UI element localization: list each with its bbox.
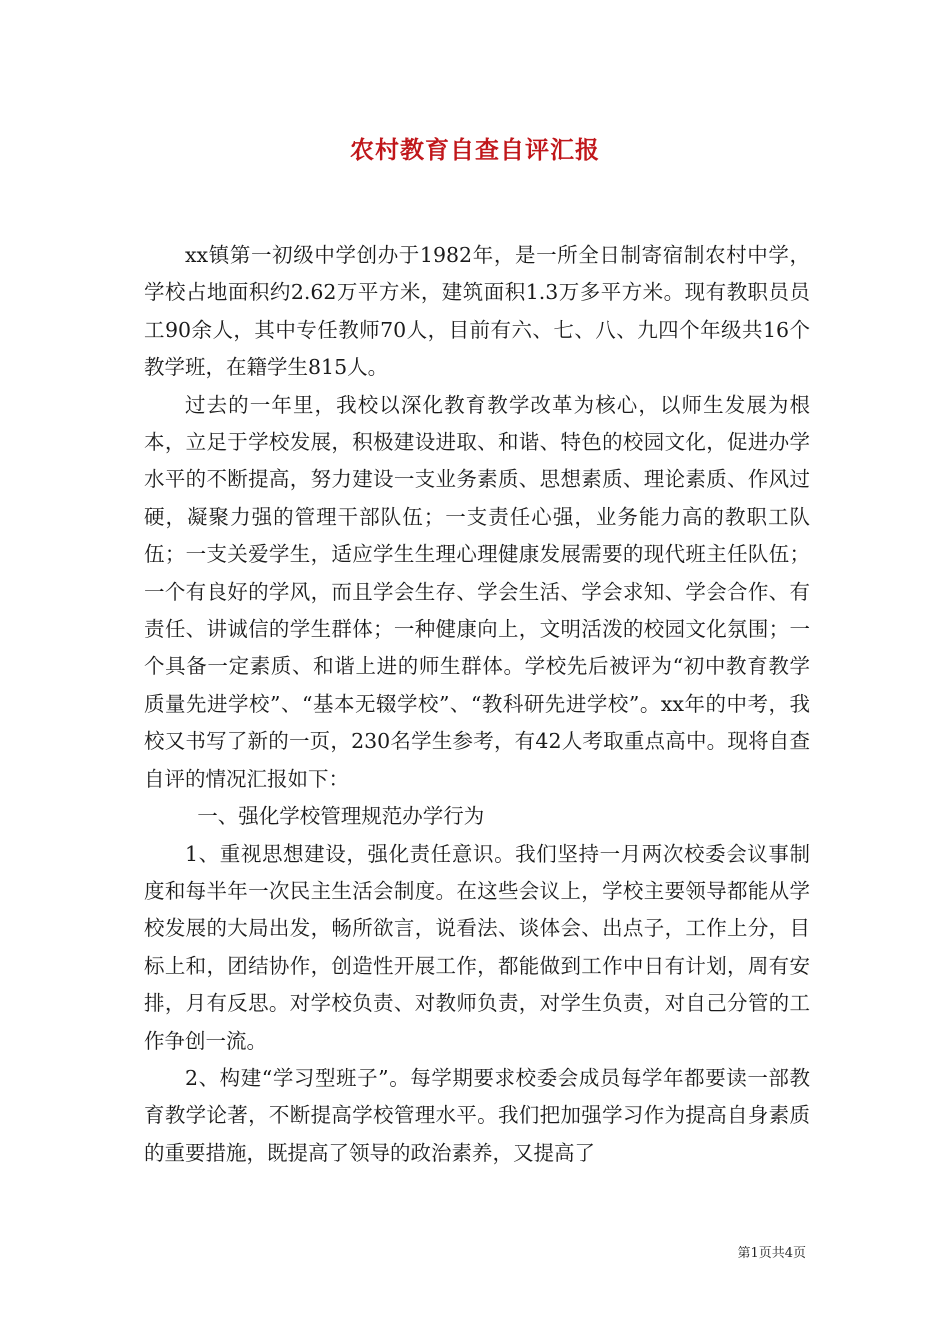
document-title: 农村教育自查自评汇报 <box>350 135 600 164</box>
paragraph-item-1: 1、重视思想建设，强化责任意识。我们坚持一月两次校委会议事制度和每半年一次民主生活会制度。在这些会议上，学校主要领导都能从学校发展的大局出发，畅所欲言，说看法、谈体会、出点子，工作上分，目标上和，团结协作，创造性开展工作，都能做到工作中日有计划，周有安排，月有反思。对学校负责、对教师负责，对学生负责，对自己分管的工作争创一流。 <box>144 841 810 1053</box>
paragraph-intro: xx镇第一初级中学创办于1982年，是一所全日制寄宿制农村中学，学校占地面积约2.62万平方米，建筑面积1.3万多平方米。现有教职员员工90余人，其中专任教师70人，目前有六、七、八、九四个年级共16个教学班，在籍学生815人。 <box>144 243 810 380</box>
paragraph-item-2: 2、构建“学习型班子”。每学期要求校委会成员每学年都要读一部教育教学论著，不断提高学校管理水平。我们把加强学习作为提高自身素质的重要措施，既提高了领导的政治素养，又提高了 <box>144 1065 810 1165</box>
page-number: 第1页共4页 <box>737 1246 806 1261</box>
section-heading: 一、强化学校管理规范办学行为 <box>197 804 485 829</box>
document-body <box>144 237 810 1172</box>
paragraph-overview: 过去的一年里，我校以深化教育教学改革为核心，以师生发展为根本，立足于学校发展，积极建设进取、和谐、特色的校园文化，促进办学水平的不断提高，努力建设一支业务素质、思想素质、理论素质、作风过硬，凝聚力强的管理干部队伍；一支责任心强，业务能力高的教职工队伍；一支关爱学生，适应学生生理心理健康发展需要的现代班主任队伍；一个有良好的学风，而且学会生存、学会生活、学会求知、学会合作、有责任、讲诚信的学生群体；一种健康向上，文明活泼的校园文化氛围；一个具备一定素质、和谐上进的师生群体。学校先后被评为“初中教育教学质量先进学校”、“基本无辍学校”、“教科研先进学校”。xx年的中考，我校又书写了新的一页，230名学生参考，有42人考取重点高中。现将自查自评的情况汇报如下： <box>144 392 810 791</box>
